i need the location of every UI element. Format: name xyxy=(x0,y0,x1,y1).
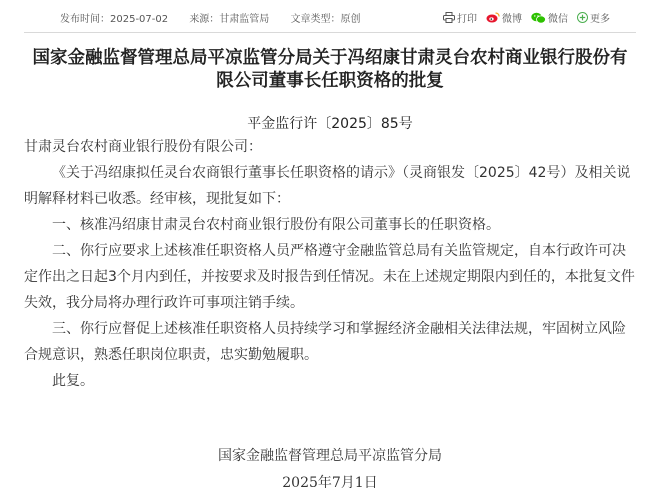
share-toolbar xyxy=(434,10,610,25)
article-meta-bar xyxy=(60,10,610,24)
divider xyxy=(24,32,636,33)
wechat-label: 微信 xyxy=(548,14,568,25)
document-body xyxy=(24,134,638,394)
wechat-share-button[interactable] xyxy=(531,10,568,25)
doc-type: 文章类型：原创 xyxy=(290,14,361,25)
item-3: 三、你行应督促上述核准任职资格人员持续学习和掌握经济金融相关法律法规，牢固树立风险合规意识，熟悉任职岗位职责，忠实勤勉履职。 xyxy=(24,321,626,363)
signature-date: 2025年7月1日 xyxy=(282,475,378,488)
print-button[interactable] xyxy=(443,10,477,25)
weibo-share-button[interactable] xyxy=(486,10,522,25)
article-meta xyxy=(60,10,379,25)
signature: 国家金融监督管理总局平凉监管分局 xyxy=(218,448,442,464)
document-number: 平金监行许〔2025〕85号 xyxy=(247,116,413,132)
plus-circle-icon xyxy=(577,12,588,23)
closing: 此复。 xyxy=(52,373,94,389)
intro-paragraph: 《关于冯绍康拟任灵台农商银行董事长任职资格的请示》（灵商银发〔2025〕42号）及相关说明解释材料已收悉。经审核，现批复如下： xyxy=(24,165,631,207)
item-1: 一、核准冯绍康甘肃灵台农村商业银行股份有限公司董事长的任职资格。 xyxy=(52,217,500,233)
document-title: 国家金融监督管理总局平凉监管分局关于冯绍康甘肃灵台农村商业银行股份有限公司董事长任职资格的批复 xyxy=(32,48,628,91)
printer-icon xyxy=(443,12,455,23)
source: 来源：甘肃监管局 xyxy=(189,14,270,25)
print-label: 打印 xyxy=(457,14,477,25)
addressee: 甘肃灵台农村商业银行股份有限公司： xyxy=(24,139,262,155)
wechat-icon xyxy=(531,12,546,24)
item-2: 二、你行应要求上述核准任职资格人员严格遵守金融监管总局有关监管规定，自本行政许可决定作出之日起3个月内到任，并按要求及时报告到任情况。未在上述规定期限内到任的，本批复文件失效，我分局将办理行政许可事项注销手续。 xyxy=(24,243,635,311)
weibo-icon xyxy=(486,12,500,23)
weibo-label: 微博 xyxy=(502,14,522,25)
more-share-button[interactable] xyxy=(577,10,610,25)
more-label: 更多 xyxy=(590,14,610,25)
publish-date: 发布时间：2025-07-02 xyxy=(60,14,169,25)
